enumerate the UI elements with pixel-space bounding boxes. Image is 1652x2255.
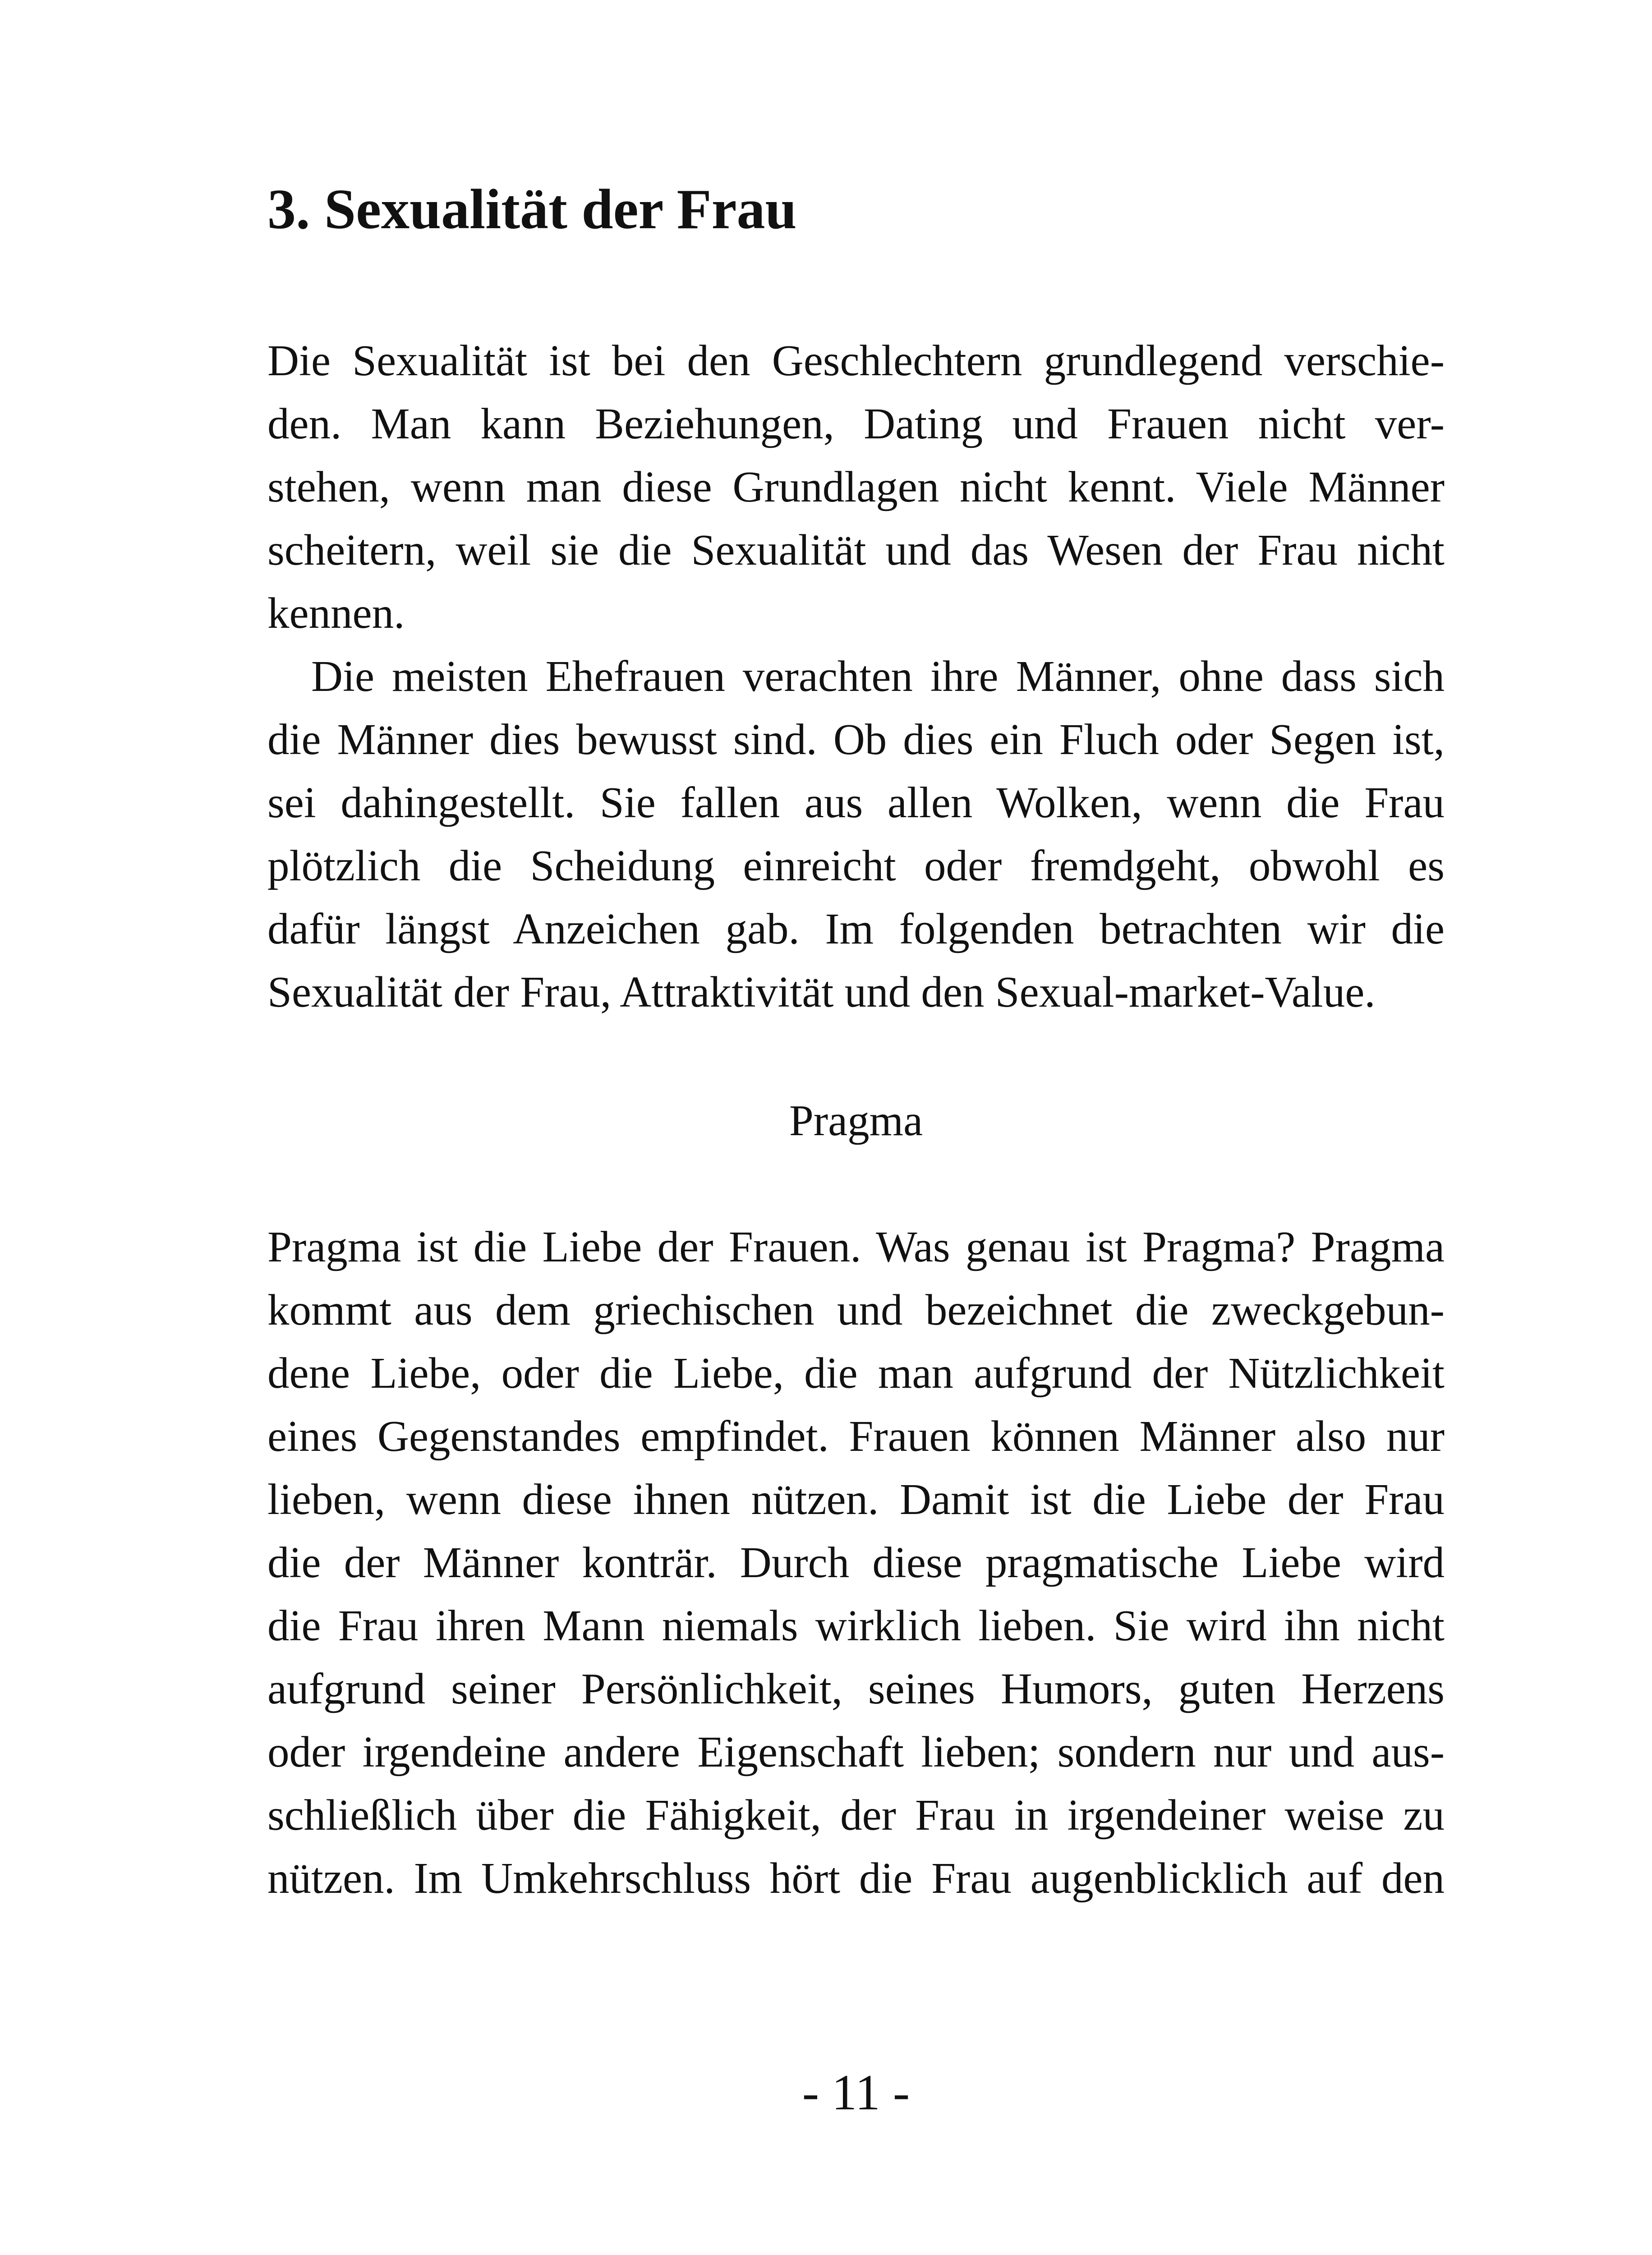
text-line: die Frau ihren Mann niemals wirklich lieben. Sie wird ihn nicht — [267, 1602, 1445, 1650]
text-line: aufgrund seiner Persönlichkeit, seines Humors, guten Herzens — [267, 1665, 1445, 1713]
text-line: die der Männer konträr. Durch diese pragmatische Liebe wird — [267, 1538, 1445, 1587]
text-line: dafür längst Anzeichen gab. Im folgenden betrachten wir die — [267, 905, 1445, 953]
text-line: Pragma ist die Liebe der Frauen. Was genau ist Pragma? Pragma — [267, 1223, 1445, 1271]
text-line: dene Liebe, oder die Liebe, die man aufgrund der Nützlichkeit — [267, 1349, 1445, 1397]
text-line: kennen. — [267, 589, 405, 637]
text-line: kommt aus dem griechischen und bezeichnet die zweckgebun- — [267, 1286, 1445, 1334]
text-line: scheitern, weil sie die Sexualität und das Wesen der Frau nicht — [267, 526, 1445, 574]
text-line: die Männer dies bewusst sind. Ob dies ein Fluch oder Segen ist, — [267, 715, 1445, 764]
text-line: schließlich über die Fähigkeit, der Frau in irgendeiner weise zu — [267, 1791, 1445, 1839]
text-line: Sexualität der Frau, Attraktivität und den Sexual-market-Value. — [267, 968, 1376, 1016]
paragraph-3 — [267, 1215, 1445, 1910]
text-line: den. Man kann Beziehungen, Dating und Frauen nicht ver- — [267, 400, 1445, 448]
text-line: Die meisten Ehefrauen verachten ihre Männer, ohne dass sich — [311, 652, 1445, 700]
text-line: eines Gegenstandes empfindet. Frauen können Männer also nur — [267, 1412, 1445, 1460]
text-line: stehen, wenn man diese Grundlagen nicht kennt. Viele Männer — [267, 463, 1445, 511]
text-line: sei dahingestellt. Sie fallen aus allen Wolken, wenn die Frau — [267, 778, 1445, 827]
text-line: Die Sexualität ist bei den Geschlechtern grundlegend verschie- — [267, 336, 1445, 385]
text-line: lieben, wenn diese ihnen nützen. Damit ist die Liebe der Frau — [267, 1475, 1445, 1523]
paragraph-1 — [267, 329, 1445, 1024]
text-line: plötzlich die Scheidung einreicht oder fremdgeht, obwohl es — [267, 842, 1445, 890]
page-number: - 11 - — [802, 2065, 910, 2121]
text-line: nützen. Im Umkehrschluss hört die Frau augenblicklich auf den — [267, 1854, 1445, 1902]
section-subheading: Pragma — [789, 1096, 923, 1145]
chapter-heading: 3. Sexualität der Frau — [267, 178, 797, 241]
text-line: oder irgendeine andere Eigenschaft lieben; sondern nur und aus- — [267, 1728, 1445, 1776]
